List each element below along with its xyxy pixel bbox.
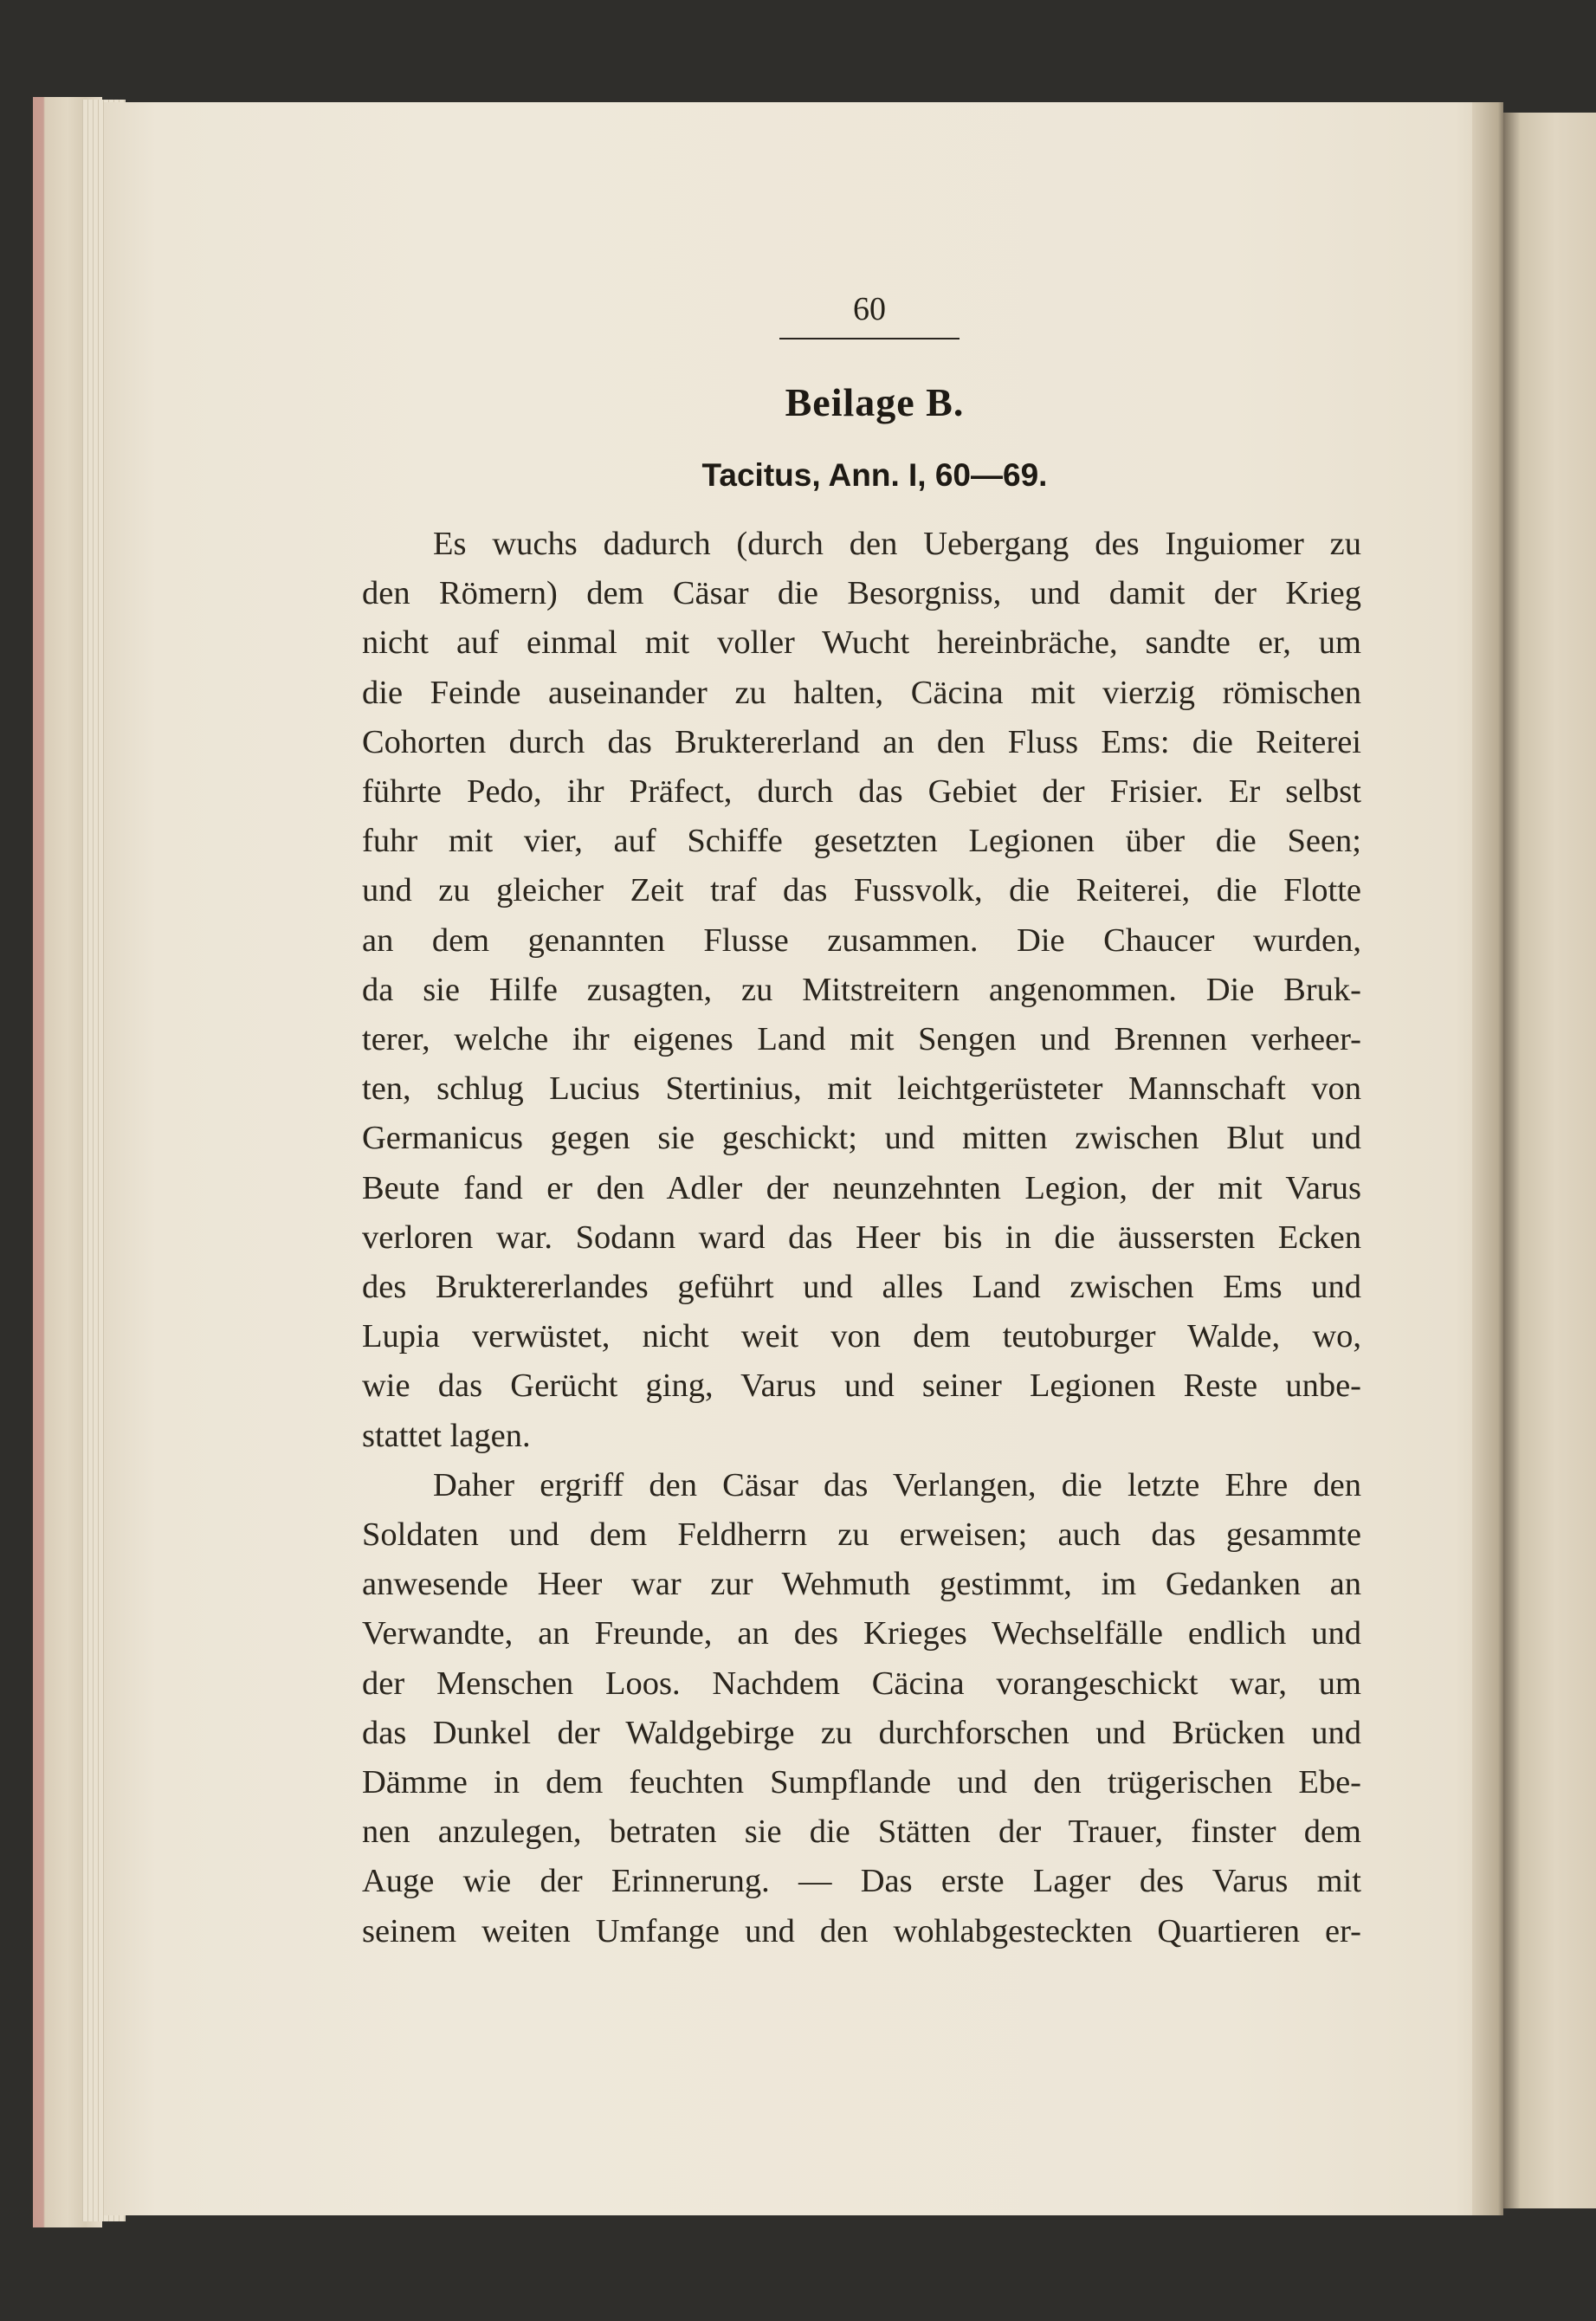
text-line: Verwandte, an Freunde, an des Krieges Wechselfälle endlich und <box>362 1615 1361 1652</box>
text-line: stattet lagen. <box>362 1417 531 1454</box>
text-line: Lupia verwüstet, nicht weit von dem teutoburger Walde, wo, <box>362 1318 1361 1355</box>
text-line: Beute fand er den Adler der neunzehnten Legion, der mit Varus <box>362 1169 1361 1206</box>
page-subtitle: Tacitus, Ann. I, 60—69. <box>701 457 1048 493</box>
text-line: Soldaten und dem Feldherrn zu erweisen; auch das gesammte <box>362 1516 1361 1554</box>
paragraph <box>362 520 1361 1461</box>
text-line: das Dunkel der Waldgebirge zu durchforschen und Brücken und <box>362 1714 1361 1751</box>
text-line: der Menschen Loos. Nachdem Cäcina vorangeschickt war, um <box>362 1665 1361 1702</box>
spine-shadow <box>1472 102 1503 2215</box>
text-line: seinem weiten Umfange und den wohlabgesteckten Quartieren er- <box>362 1912 1361 1949</box>
text-line: ten, schlug Lucius Stertinius, mit leichtgerüsteter Mannschaft von <box>362 1070 1361 1108</box>
text-line: wie das Gerücht ging, Varus und seiner Legionen Reste unbe- <box>362 1367 1361 1405</box>
text-line: die Feinde auseinander zu halten, Cäcina mit vierzig römischen <box>362 674 1361 711</box>
text-line: und zu gleicher Zeit traf das Fussvolk, die Reiterei, die Flotte <box>362 872 1361 909</box>
text-line: nicht auf einmal mit voller Wucht hereinbräche, sandte er, um <box>362 624 1361 662</box>
text-line: Dämme in dem feuchten Sumpflande und den trügerischen Ebe- <box>362 1764 1361 1801</box>
text-line: fuhr mit vier, auf Schiffe gesetzten Legionen über die Seen; <box>362 823 1361 860</box>
paragraph <box>362 1461 1361 1956</box>
text-line: Auge wie der Erinnerung. — Das erste Lager des Varus mit <box>362 1863 1361 1900</box>
page-title: Beilage B. <box>785 380 965 424</box>
text-line: Cohorten durch das Bruktererland an den Fluss Ems: die Reiterei <box>362 723 1361 760</box>
body-text <box>362 520 1361 1956</box>
text-line: führte Pedo, ihr Präfect, durch das Gebiet der Frisier. Er selbst <box>362 773 1361 811</box>
header-rule <box>779 338 960 339</box>
text-line: da sie Hilfe zusagten, zu Mitstreitern angenommen. Die Bruk- <box>362 971 1361 1008</box>
text-line: Es wuchs dadurch (durch den Uebergang des Inguiomer zu <box>433 526 1361 562</box>
text-line: verloren war. Sodann ward das Heer bis in die äussersten Ecken <box>362 1219 1361 1256</box>
page-number: 60 <box>853 291 886 327</box>
text-line: Germanicus gegen sie geschickt; und mitten zwischen Blut und <box>362 1120 1361 1157</box>
text-line: an dem genannten Flusse zusammen. Die Chaucer wurden, <box>362 921 1361 959</box>
text-line: terer, welche ihr eigenes Land mit Sengen und Brennen verheer- <box>362 1021 1361 1058</box>
text-line: den Römern) dem Cäsar die Besorgniss, und damit der Krieg <box>362 575 1361 612</box>
facing-page-edge <box>1503 113 1596 2208</box>
text-line: des Bruktererlandes geführt und alles Land zwischen Ems und <box>362 1269 1361 1306</box>
text-line: anwesende Heer war zur Wehmuth gestimmt, im Gedanken an <box>362 1566 1361 1603</box>
text-line: nen anzulegen, betraten sie die Stätten der Trauer, finster dem <box>362 1813 1361 1851</box>
text-line: Daher ergriff den Cäsar das Verlangen, die letzte Ehre den <box>433 1466 1361 1503</box>
